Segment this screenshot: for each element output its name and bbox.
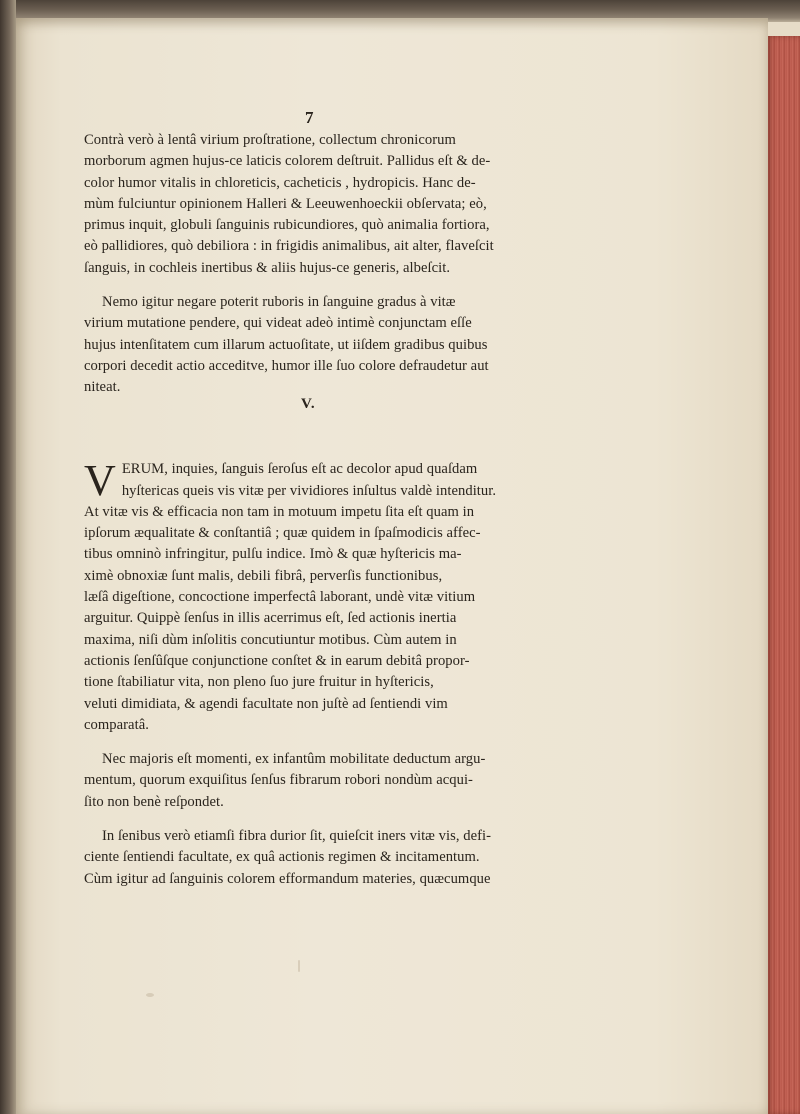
paragraph: Nec majoris eſt momenti, ex infantûm mobilitate deductum argu- mentum, quorum exquiſitus ſenſus fibrarum robori nondùm acqui- ſito non benè reſpondet. (84, 751, 486, 810)
paragraph: Contrà verò à lentâ virium proſtratione, collectum chronicorum morborum agmen hujus-ce laticis colorem deſtruit. Pallidus eſt & de- color humor vitalis in chloreticis, cacheticis , hydropicis. Hanc de- mùm fulciuntur opinionem Halleri & Leeuwenhoeckii obſervata; eò, primus inquit, globuli ſanguinis rubicundiores, quò animalia fortiora, eò pallidiores, quò debiliora : in frigidis animalibus, ait alter, flaveſcit ſanguis, in cochleis inertibus & aliis hujus-ce generis, albeſcit. (84, 132, 494, 276)
paragraph-text: ERUM, inquies, ſanguis ſeroſus eſt ac decolor apud quaſdam hyſtericas queis vis vitæ per vividiores inſultus valdè intenditur. At vitæ vis & efficacia non tam in motuum impetu ſita eſt quam in ipſorum æqualitate & conſtantiâ ; quæ quidem in ſpaſmodicis affec- tibus omninò infringitur, pulſu indice. Imò & quæ hyſtericis ma- ximè obnoxiæ ſunt malis, debili fibrâ, perverſis functionibus, læſâ digeſtione, concoctione imperfectâ laborant, undè vitæ vitium arguitur. Quippè ſenſus in illis acerrimus eſt, ſed actionis inertia maxima, niſi dùm inſolitis concutiuntur motibus. Cùm autem in actionis ſenſûſque conjunctione conſtet & in earum debitâ propor- tione ſtabiliatur vita, non pleno ſuo jure fruitur in hyſtericis, veluti dimidiata, & agendi facultate non juſtè ad ſentiendi vim comparatâ. (84, 461, 497, 733)
paragraph: In ſenibus verò etiamſi fibra durior ſit, quieſcit iners vitæ vis, defi- ciente ſentiendi facultate, ex quâ actionis regimen & incitamentum. Cùm igitur ad ſanguinis colorem efformandum materies, quæcumque (84, 828, 492, 887)
red-page-edges (766, 36, 800, 1114)
section-heading: V. (301, 396, 316, 412)
paper-stain (298, 960, 300, 972)
text-block-top (84, 130, 542, 412)
drop-initial: V (84, 456, 116, 506)
page-number: 7 (305, 108, 314, 127)
book-spine-left (0, 0, 16, 1114)
paragraph: Nemo igitur negare poterit ruboris in ſanguine gradus à vitæ virium mutatione pendere, qui videat adeò intimè conjunctam eſſe hujus intenſitatem cum illarum actuoſitate, ut iiſdem gradibus quibus corpori decedit actio acceditve, humor ille ſuo colore defraudetur aut niteat. (84, 294, 489, 396)
paragraph (84, 438, 542, 736)
text-block-bottom (84, 438, 542, 903)
paper-stain (146, 993, 154, 997)
